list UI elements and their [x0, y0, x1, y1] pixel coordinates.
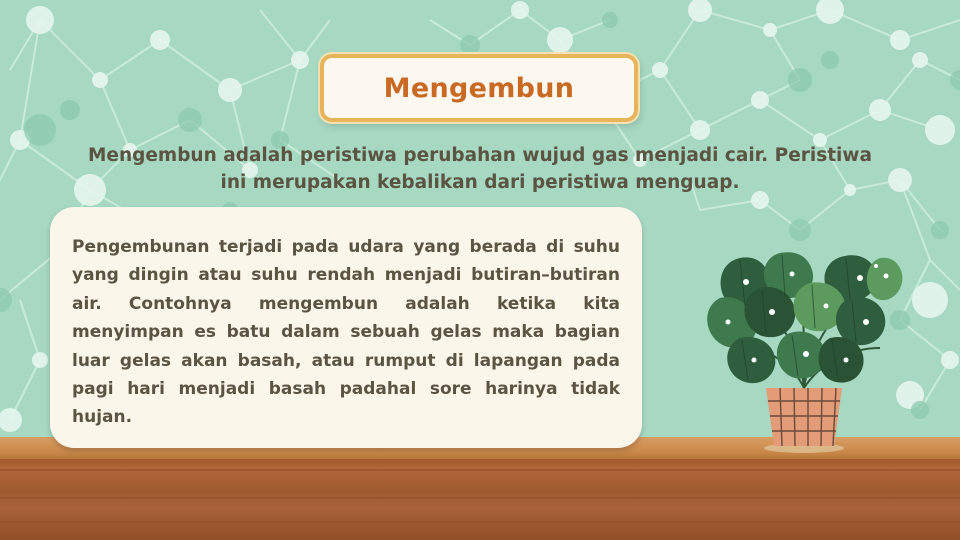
subtitle-line-1: Mengembun adalah peristiwa perubahan wujud gas menjadi cair. Peristiwa: [88, 145, 872, 166]
info-card-body: Pengembunan terjadi pada udara yang berada di suhu yang dingin atau suhu rendah menjadi butiran–butiran air. Contohnya mengembun adalah ketika kita menyimpan es batu dalam sebuah gelas maka bagian luar gelas akan basah, atau rumput di lapangan pada pagi hari menjadi basah padahal sore harinya tidak hujan.: [72, 237, 620, 428]
title-banner: [320, 54, 638, 122]
wood-grain: [0, 497, 960, 499]
slide-subtitle: [80, 142, 880, 196]
slide-title: Mengembun: [383, 72, 575, 104]
subtitle-line-2: ini merupakan kebalikan dari peristiwa menguap.: [220, 172, 740, 193]
wood-grain: [0, 469, 960, 471]
wood-grain: [0, 521, 960, 523]
info-card: [50, 207, 642, 448]
potted-monstera-plant-icon: [700, 238, 910, 460]
wooden-shelf-front: [0, 459, 960, 540]
